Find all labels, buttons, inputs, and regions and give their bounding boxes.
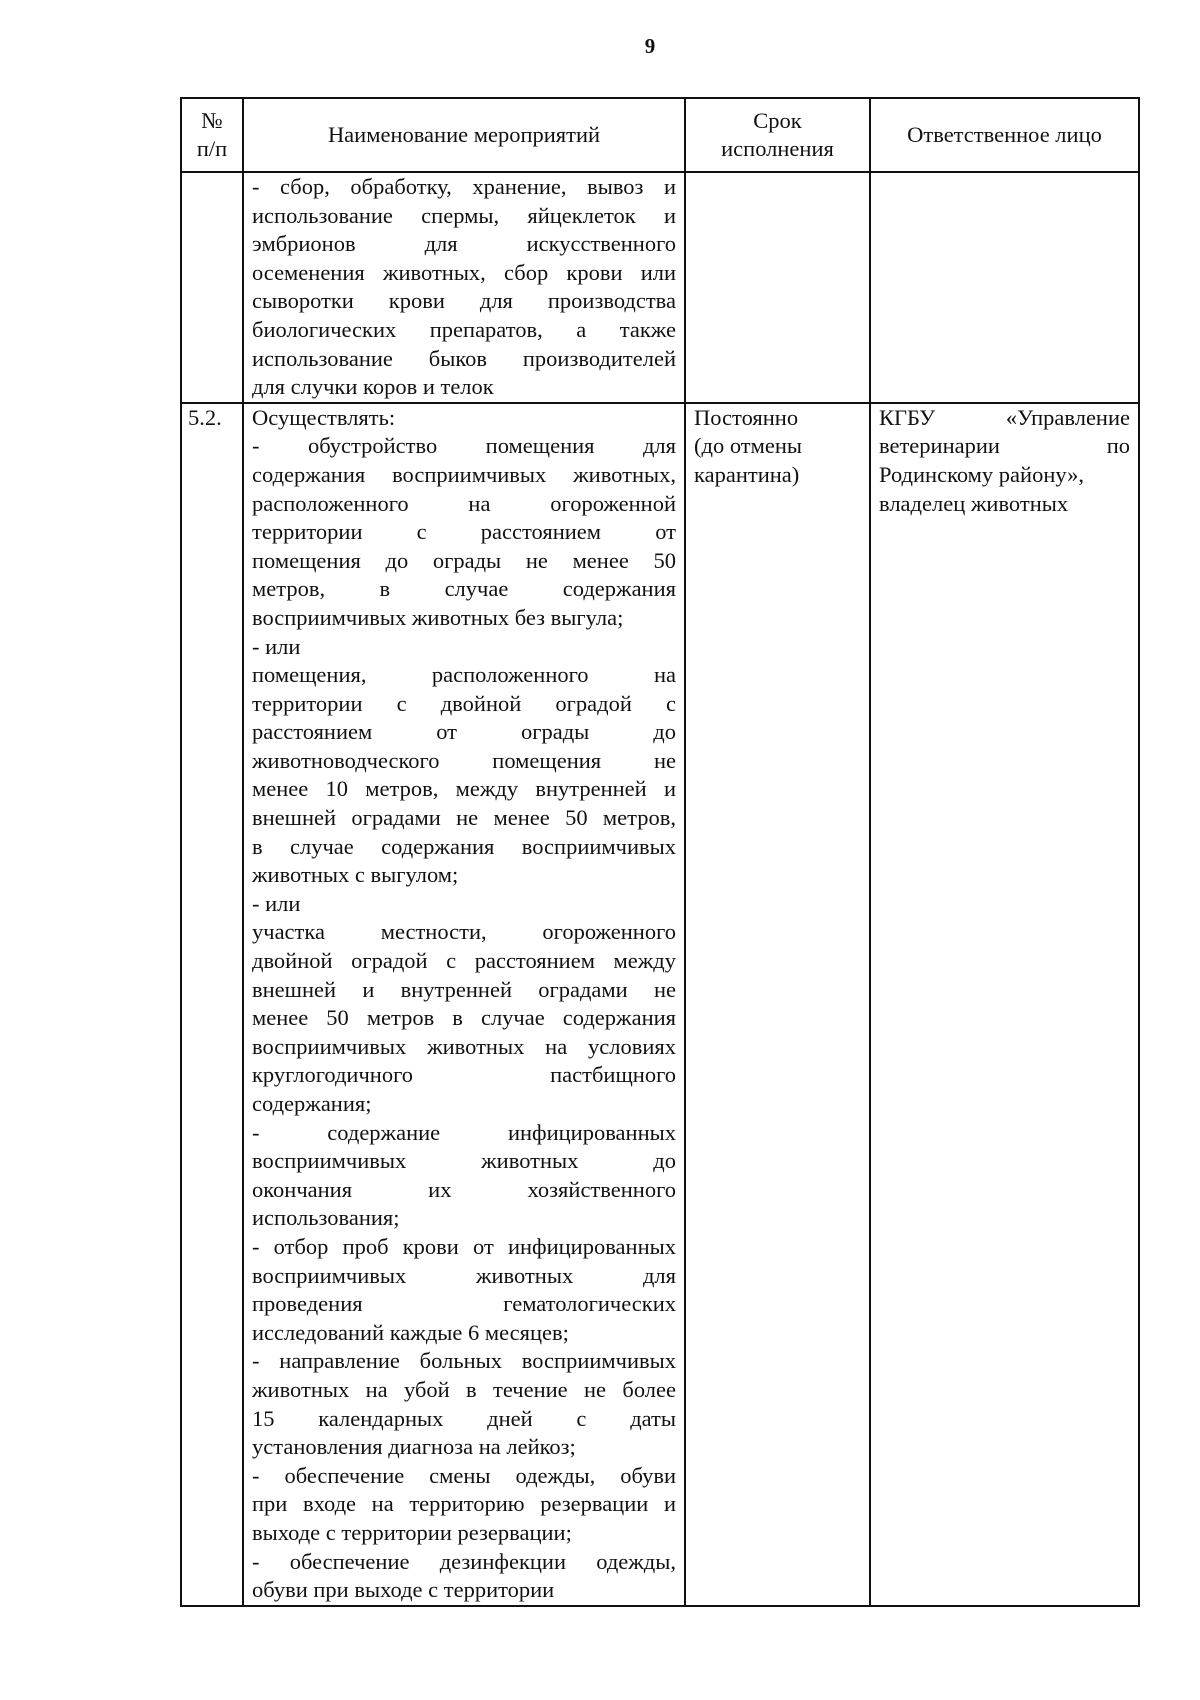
text-line: - отбор проб крови от инфицированных [252,1233,676,1259]
text-line: животных на убой в течение не более [252,1376,676,1402]
text-line: внешней оградами не менее 50 метров, [252,805,676,831]
text-line: помещения, расположенного на [252,662,676,688]
header-term [685,98,870,172]
row-term [685,403,870,1606]
text-line: - сбор, обработку, хранение, вывоз и [252,174,676,199]
text-line: 15 календарных дней с даты [252,1405,676,1431]
text-line: использование быков производителей [252,345,676,371]
text-line: Родинскому району», [879,461,1085,487]
text-line: помещения до ограды не менее 50 [252,547,676,573]
row-name [243,172,685,403]
text-line: территории с расстоянием от [252,519,676,545]
text-line: - содержание инфицированных [252,1119,676,1145]
text-line: сыворотки крови для производства [252,288,676,314]
header-num-line2: п/п [196,136,228,161]
text-line: восприимчивых животных до [252,1148,676,1174]
measures-table [180,97,1140,1607]
row-num: 5.2. [181,403,243,1606]
text-line: - или [252,633,301,659]
table-header-row [181,98,1139,172]
text-line: содержания; [252,1091,372,1116]
row-responsible [870,172,1139,403]
text-line: Осуществлять: [252,404,396,430]
text-line: биологических препаратов, а также [252,316,676,342]
text-line: - или [252,890,301,916]
row-responsible [870,403,1139,1606]
text-line: - обеспечение дезинфекции одежды, [252,1548,676,1574]
header-term-line2: исполнения [721,136,834,161]
header-num [181,98,243,172]
page-number: 9 [644,34,656,58]
text-line: животноводческого помещения не [252,747,676,773]
row-num [181,172,243,403]
text-line: двойной оградой с расстоянием между [252,948,676,974]
text-line: менее 10 метров, между внутренней и [252,776,676,802]
text-line: участка местности, огороженного [252,919,676,945]
text-line: КГБУ «Управление [879,404,1130,430]
header-num-line1: № [201,108,223,133]
text-line: использования; [252,1205,400,1231]
text-line: содержания восприимчивых животных, [252,461,676,487]
text-line: исследований каждые 6 месяцев; [252,1319,569,1345]
text-line: территории с двойной оградой с [252,690,676,716]
text-line: расстоянием от ограды до [252,719,676,745]
text-line: расположенного на огороженной [252,490,676,516]
text-line: установления диагноза на лейкоз; [252,1434,576,1460]
text-line: внешней и внутренней оградами не [252,976,676,1002]
text-line: круглогодичного пастбищного [252,1062,676,1088]
text-line: окончания их хозяйственного [252,1176,676,1202]
header-term-line1: Срок [753,108,802,133]
text-line: в случае содержания восприимчивых [252,833,676,859]
row-name [243,403,685,1606]
header-responsible: Ответственное лицо [870,98,1139,172]
text-line: - направление больных восприимчивых [252,1348,676,1374]
text-line: - обустройство помещения для [252,433,676,459]
text-line: проведения гематологических [252,1291,676,1317]
text-line: осеменения животных, сбор крови или [252,259,676,285]
text-line: владелец животных [879,490,1069,516]
table-row [181,403,1139,1606]
text-line: карантина) [694,461,800,487]
text-line: при входе на территорию резервации и [252,1491,676,1517]
text-line: использование спермы, яйцеклеток и [252,202,676,228]
text-line: ветеринарии по [879,433,1130,459]
text-line: - обеспечение смены одежды, обуви [252,1462,676,1488]
text-line: восприимчивых животных без выгула; [252,604,624,630]
text-line: эмбрионов для искусственного [252,231,676,257]
text-line: Постоянно [694,404,799,430]
text-line: метров, в случае содержания [252,576,676,602]
text-line: восприимчивых животных для [252,1262,676,1288]
text-line: менее 50 метров в случае содержания [252,1005,676,1031]
table-row [181,172,1139,403]
text-line: животных с выгулом; [252,862,459,888]
header-name: Наименование мероприятий [243,98,685,172]
text-line: выходе с территории резервации; [252,1519,572,1545]
row-term [685,172,870,403]
text-line: восприимчивых животных на условиях [252,1033,676,1059]
text-line: (до отмены [694,433,802,459]
text-line: для случки коров и телок [252,374,494,400]
text-line: обуви при выходе с территории [252,1577,555,1603]
